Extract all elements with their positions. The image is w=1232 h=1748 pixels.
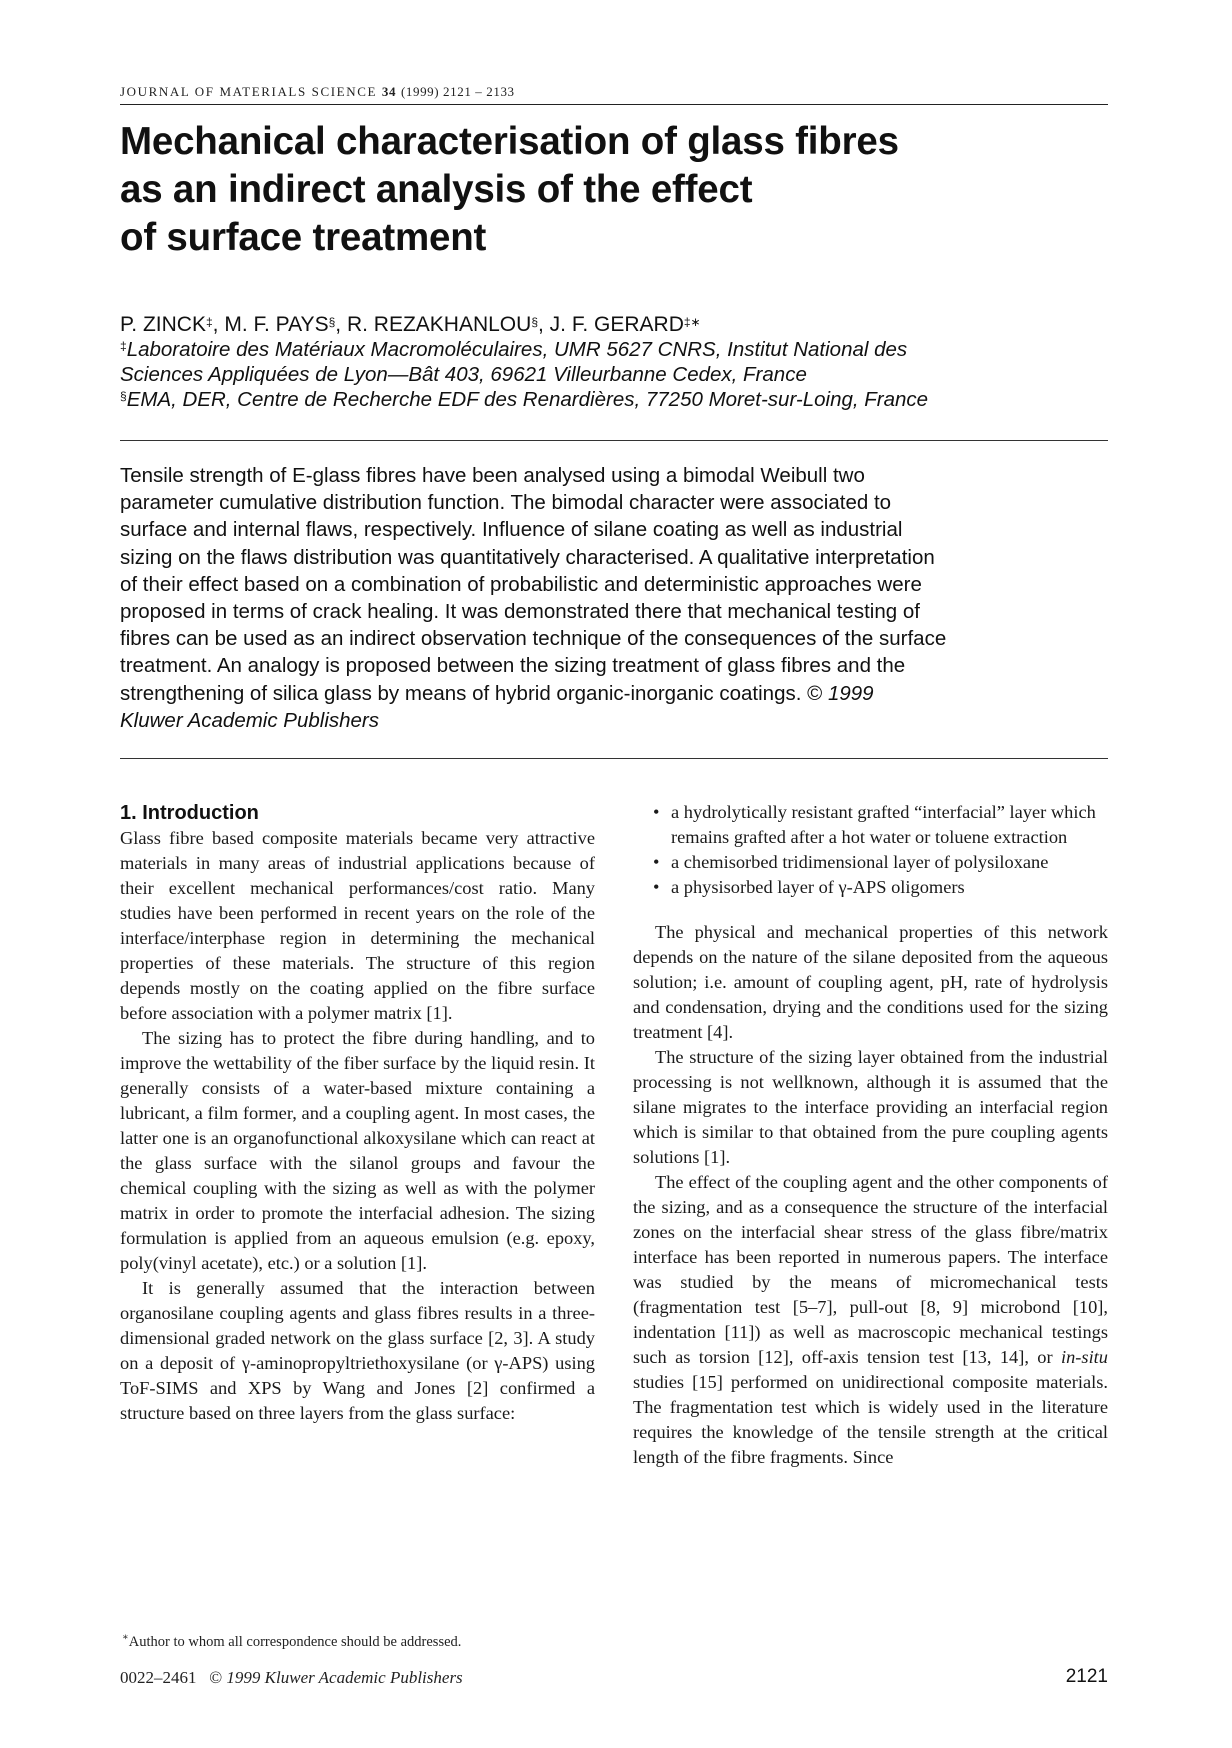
abstract-line: treatment. An analogy is proposed between the sizing treatment of glass fibres and the [120,654,906,678]
abstract-line: proposed in terms of crack healing. It was demonstrated there that mechanical testing of [120,600,920,624]
abstract-top-rule [120,440,1108,441]
list-item-text: a physisorbed layer of γ-APS oligomers [671,877,965,897]
left-column [120,800,595,1426]
right-column [633,800,1108,1470]
abstract-line: surface and internal flaws, respectively. Influence of silane coating as well as industrial [120,518,903,542]
author-name: J. F. GERARD [549,313,684,336]
paper-title [120,118,1080,262]
affiliation-mark: § [531,315,538,329]
body-paragraph: It is generally assumed that the interaction between organosilane coupling agents and glass fibres results in a three-dimensional graded network on the glass surface [2, 3]. A study on a deposit of γ-aminopropyltriethoxysilane (or γ-APS) using ToF-SIMS and XPS by Wang and Jones [2] confirmed a structure based on three layers from the glass surface: [120,1278,595,1423]
body-paragraph [633,1170,1108,1470]
footer-issn [120,1668,463,1688]
list-item-text: a hydrolytically resistant grafted “interfacial” layer which remains grafted after a hot water or toluene extraction [671,802,1096,847]
author-name: R. REZAKHANLOU [346,313,532,336]
abstract [120,462,1108,734]
section-heading: 1. Introduction [120,802,259,824]
abstract-publisher: Kluwer Academic Publishers [120,708,380,732]
affiliation-text: Sciences Appliquées de Lyon—Bât 403, 69621 Villeurbanne Cedex, France [120,363,807,386]
affiliation-1 [120,337,1108,362]
body-paragraph: Glass fibre based composite materials became very attractive materials in many areas of industrial applications because of their excellent mechanical performances/cost ratio. Many studies have been performed in recent years on the role of the interface/interphase region in determining the mechanical properties of these materials. The structure of this region depends mostly on the coating applied on the fibre surface before association with a polymer matrix [1]. [120,828,595,1023]
paragraph-text: studies [15] performed on unidirectional composite materials. The fragmentation test which is widely used in the literature requires the knowledge of the tensile strength at the critical length of the fibre fragments. Since [633,1372,1108,1467]
body-paragraph: The physical and mechanical properties of this network depends on the nature of the silane deposited from the aqueous solution; i.e. amount of coupling agent, pH, rate of hydrolysis and condensation, drying and the conditions used for the sizing treatment [4]. [633,922,1108,1042]
paragraph-text: The effect of the coupling agent and the other components of the sizing, and as a consequence the structure of the interfacial zones on the interfacial shear stress of the glass fibre/matrix interface has been reported in numerous papers. The interface was studied by the means of micromechanical tests (fragmentation test [5–7], pull-out [8, 9] microbond [10], indentation [11]) as well as macroscopic mechanical testings such as torsion [12], off-axis tension test [13, 14], or [633,1172,1108,1367]
journal-year-pages: (1999) 2121 – 2133 [400,84,515,99]
footnote [122,1632,461,1651]
author-name: M. F. PAYS [224,313,329,336]
footnote-mark: ∗ [122,1632,129,1643]
journal-name: JOURNAL OF MATERIALS SCIENCE [120,84,378,99]
affiliation-2 [120,387,1108,412]
title-line: as an indirect analysis of the effect [120,168,753,211]
header-rule [120,104,1108,105]
running-head [120,84,1108,100]
abstract-line: Tensile strength of E-glass fibres have been analysed using a bimodal Weibull two [120,464,865,487]
copyright-symbol: © [209,1668,223,1687]
copyright-year: 1999 [827,681,874,705]
abstract-line: fibres can be used as an indirect observation technique of the consequences of the surface [120,627,947,651]
abstract-text: strengthening of silica glass by means of hybrid organic-inorganic coatings. [120,681,802,705]
page-number: 2121 [1065,1666,1108,1687]
abstract-line: parameter cumulative distribution function. The bimodal character were associated to [120,491,892,515]
list-item: • a chemisorbed tridimensional layer of polysiloxane [653,852,1049,872]
journal-volume: 34 [381,84,397,99]
affiliation-text: EMA, DER, Centre de Recherche EDF des Renardières, 77250 Moret-sur-Loing, France [126,388,929,411]
author-name: P. ZINCK [120,313,206,336]
author-list: P. ZINCK‡, M. F. PAYS§, R. REZAKHANLOU§, J. F. GERARD‡∗ [120,313,701,336]
abstract-line: of their effect based on a combination of probabilistic and deterministic approaches were [120,572,922,596]
abstract-bottom-rule [120,758,1108,759]
abstract-line [120,680,1108,707]
footer-copyright: 1999 Kluwer Academic Publishers [226,1668,463,1687]
list-item-text: a chemisorbed tridimensional layer of polysiloxane [671,852,1049,872]
list-item: • a physisorbed layer of γ-APS oligomers [653,877,965,897]
affiliation-mark: ‡∗ [683,315,701,329]
title-line: Mechanical characterisation of glass fibres [120,120,899,163]
copyright-symbol: © [807,681,823,705]
abstract-line: sizing on the flaws distribution was quantitatively characterised. A qualitative interpretation [120,545,935,569]
italic-term: in-situ [1060,1347,1108,1367]
body-paragraph: The sizing has to protect the fibre during handling, and to improve the wettability of the fiber surface by the liquid resin. It generally consists of a water-based mixture containing a lubricant, a film former, and a coupling agent. In most cases, the latter one is an organofunctional alkoxysilane which can react at the glass surface with the silanol groups and favour the chemical coupling with the sizing as well as with the polymer matrix in order to promote the interfacial adhesion. The sizing formulation is applied from an aqueous emulsion (e.g. epoxy, poly(vinyl acetate), etc.) or a solution [1]. [120,1028,595,1273]
affiliation-1-continued [120,362,1108,387]
affiliation-mark: § [328,315,336,329]
affiliation-mark: ‡ [205,315,213,329]
layer-list [633,800,1108,900]
list-item: • a hydrolytically resistant grafted “interfacial” layer which remains grafted after a hot water or toluene extraction [653,802,1096,847]
paper-page [120,0,1108,1748]
issn: 0022–2461 [120,1668,197,1687]
affiliation-mark: § [120,389,127,403]
affiliation-mark: ‡ [120,339,127,353]
affiliation-text: Laboratoire des Matériaux Macromoléculaires, UMR 5627 CNRS, Institut National des [126,338,908,361]
body-paragraph: The structure of the sizing layer obtained from the industrial processing is not wellknown, although it is assumed that the silane migrates to the interface providing an interfacial region which is similar to that obtained from the pure coupling agents solutions [1]. [633,1047,1108,1167]
footnote-text: Author to whom all correspondence should be addressed. [128,1633,462,1650]
title-line: of surface treatment [120,216,487,259]
